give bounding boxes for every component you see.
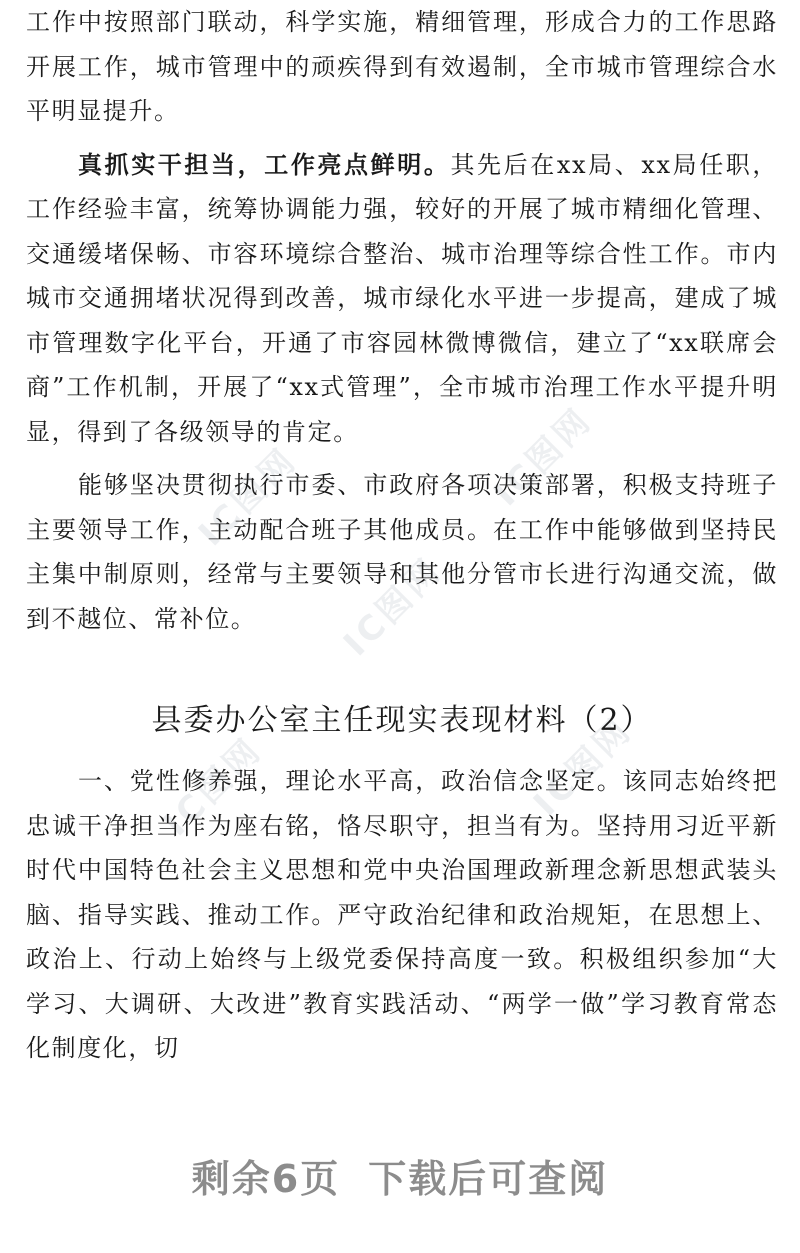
- watermark: IC图网: [526, 709, 641, 825]
- download-prompt: [0, 1148, 800, 1203]
- paragraph: 能够坚决贯彻执行市委、市政府各项决策部署，积极支持班子主要领导工作，主动配合班子其他成员。在工作中能够做到坚持民主集中制原则，经常与主要领导和其他分管市长进行沟通交流，做到不越位、常补位。: [26, 471, 778, 633]
- watermark: IC图网: [336, 549, 451, 665]
- watermark: IC图网: [486, 399, 601, 515]
- paragraph-lead: 真抓实干担当，工作亮点鲜明。: [78, 149, 451, 179]
- paragraph: 工作中按照部门联动，科学实施，精细管理，形成合力的工作思路开展工作，城市管理中的顽疾得到有效遏制，全市城市管理综合水平明显提升。: [26, 8, 778, 125]
- paragraph-text: 其先后在xx局、xx局任职，工作经验丰富，统筹协调能力强，较好的开展了城市精细化管理、交通缓堵保畅、市容环境综合整治、城市治理等综合性工作。市内城市交通拥堵状况得到改善，城市绿化水平进一步提高，建成了城市管理数字化平台，开通了市容园林微博微信，建立了“xx联席会商”工作机制，开展了“xx式管理”，全市城市治理工作水平提升明显，得到了各级领导的肯定。: [26, 150, 778, 446]
- paragraph: 一、党性修养强，理论水平高，政治信念坚定。该同志始终把忠诚干净担当作为座右铭，恪尽职守，担当有为。坚持用习近平新时代中国特色社会主义思想和党中央治国理政新理念新思想武装头脑、指导实践、推动工作。严守政治纪律和政治规矩，在思想上、政治上、行动上始终与上级党委保持高度一致。积极组织参加“大学习、大调研、大改进”教育实践活动、“两学一做”学习教育常态化制度化，切: [26, 767, 778, 1062]
- watermark: IC图网: [191, 439, 306, 555]
- section-title: 县委办公室主任现实表现材料（2）: [151, 703, 653, 738]
- paragraph: [26, 143, 778, 455]
- watermark: IC图网: [156, 729, 271, 845]
- download-hint-label: 下载后可查阅: [368, 1157, 609, 1201]
- remaining-pages-label: 剩余6页: [191, 1157, 341, 1201]
- document-body: [26, 0, 778, 1071]
